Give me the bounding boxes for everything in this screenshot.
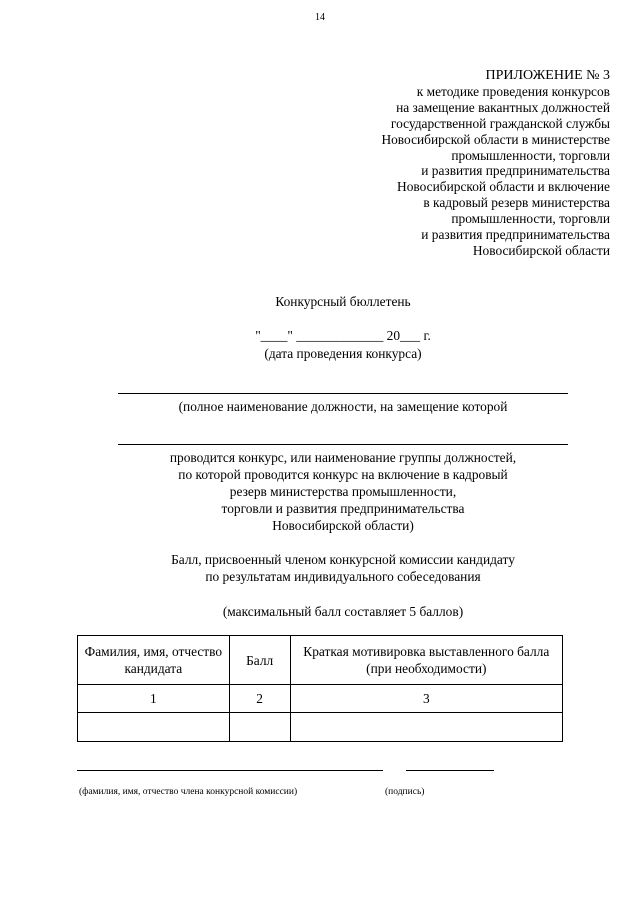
position-caption-line: торговли и развития предпринимательства xyxy=(221,501,465,516)
appendix-line: в кадровый резерв министерства xyxy=(423,195,610,211)
commission-member-name-line xyxy=(77,770,383,771)
score-line: Балл, присвоенный членом конкурсной комиссии кандидату xyxy=(171,552,515,567)
table-header-row xyxy=(78,636,563,685)
table-cell xyxy=(78,713,230,742)
max-score-note: (максимальный балл составляет 5 баллов) xyxy=(222,604,464,619)
date-caption: (дата проведения конкурса) xyxy=(264,346,422,361)
appendix-line: государственной гражданской службы xyxy=(390,115,610,131)
appendix-line: Новосибирской области в министерстве xyxy=(381,131,610,147)
header-score: Балл xyxy=(229,636,290,685)
position-caption-1: (полное наименование должности, на замещение которой xyxy=(178,399,508,414)
header-motivation: Краткая мотивировка выставленного балла (при необходимости) xyxy=(290,636,562,685)
header-candidate-name: Фамилия, имя, отчество кандидата xyxy=(78,636,230,685)
date-line: "____" _____________ 20___ г. xyxy=(255,328,431,343)
page-number: 14 xyxy=(315,12,325,23)
position-caption-line: резерв министерства промышленности, xyxy=(229,484,457,499)
score-description xyxy=(118,551,568,585)
score-line: по результатам индивидуального собеседования xyxy=(205,569,481,584)
table-number-row xyxy=(78,685,563,713)
appendix-line: Новосибирской области xyxy=(472,242,610,258)
column-number: 1 xyxy=(78,685,230,713)
appendix-line: и развития предпринимательства xyxy=(421,227,610,243)
candidate-score-table xyxy=(77,635,563,742)
appendix-line: Новосибирской области и включение xyxy=(397,179,610,195)
position-caption-line: проводится конкурс, или наименование группы должностей, xyxy=(169,450,517,465)
appendix-block xyxy=(280,68,610,259)
appendix-line: промышленности, торговли xyxy=(451,147,610,163)
appendix-line: к методике проведения конкурсов xyxy=(416,83,610,99)
position-caption-line: Новосибирской области) xyxy=(272,518,414,533)
appendix-line: и развития предпринимательства xyxy=(421,163,610,179)
signature-line xyxy=(406,770,494,771)
position-blank-line-2 xyxy=(118,444,568,445)
position-caption-line: по которой проводится конкурс на включение в кадровый xyxy=(178,467,508,482)
ballot-title: Конкурсный бюллетень xyxy=(275,294,411,309)
commission-member-name-caption: (фамилия, имя, отчество члена конкурсной комиссии) xyxy=(79,787,298,797)
column-number: 2 xyxy=(229,685,290,713)
signature-caption: (подпись) xyxy=(385,787,425,797)
appendix-heading: ПРИЛОЖЕНИЕ № 3 xyxy=(485,68,610,83)
table-cell xyxy=(229,713,290,742)
appendix-line: на замещение вакантных должностей xyxy=(396,99,610,115)
position-blank-line-1 xyxy=(118,393,568,394)
appendix-line: промышленности, торговли xyxy=(451,211,610,227)
position-caption-2 xyxy=(118,449,568,534)
table-cell xyxy=(290,713,562,742)
table-row xyxy=(78,713,563,742)
column-number: 3 xyxy=(290,685,562,713)
